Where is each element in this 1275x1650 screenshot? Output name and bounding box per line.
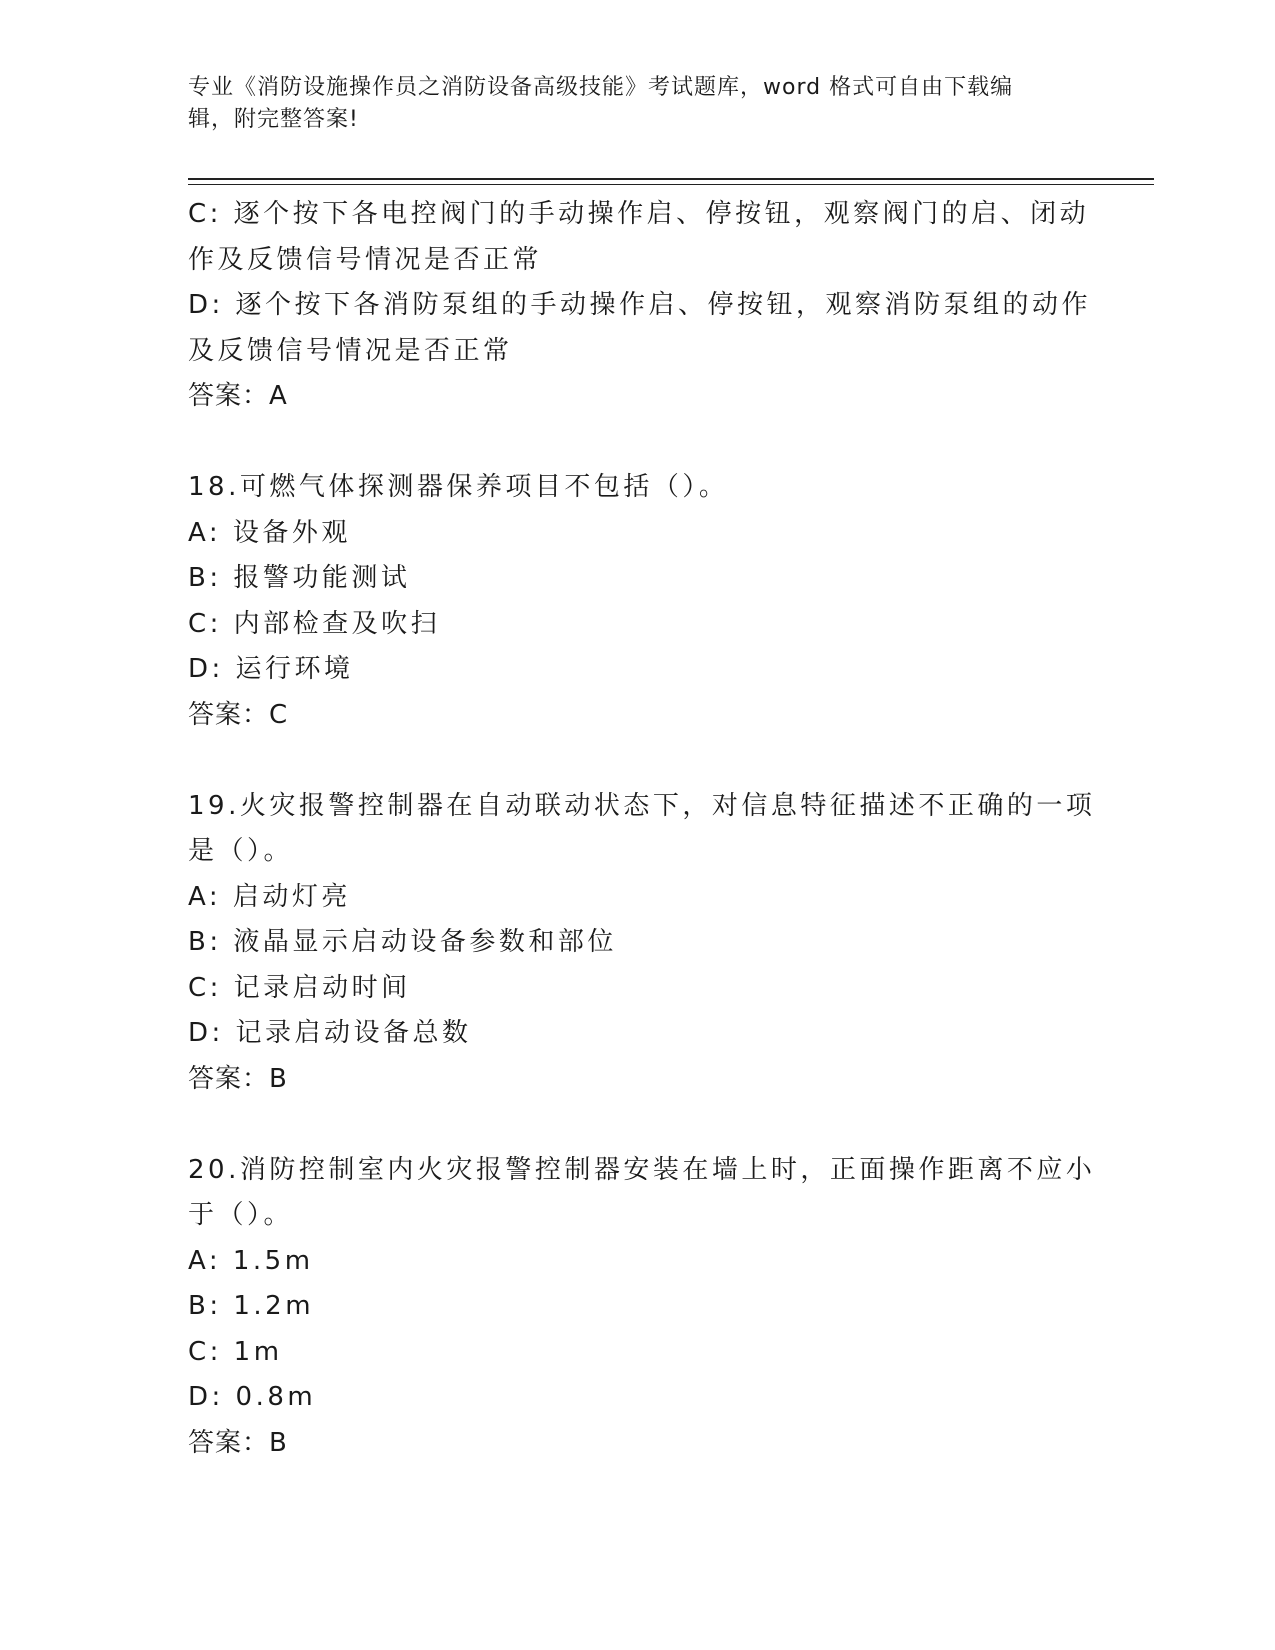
question-content (188, 192, 1096, 1466)
answer-18: 答案：C (188, 699, 289, 730)
option-d-line-1: D: 逐个按下各消防泵组的手动操作启、停按钮，观察消防泵组的动作 (188, 290, 1092, 320)
document-header (188, 72, 1068, 136)
question-17-continuation (188, 192, 1092, 420)
question-18 (188, 465, 1068, 738)
spacer (188, 420, 1068, 466)
header-line-1: 专业《消防设施操作员之消防设备高级技能》考试题库，word 格式可自由下载编 (188, 75, 1014, 100)
answer-19: 答案：B (188, 1063, 288, 1094)
option-a: A: 启动灯亮 (188, 881, 351, 912)
option-d: D: 运行环境 (188, 654, 354, 684)
question-stem-line-2: 是（）。 (188, 836, 294, 866)
option-c: C: 记录启动时间 (188, 972, 411, 1003)
question-20 (188, 1148, 1096, 1467)
option-a: A: 1.5m (188, 1245, 314, 1276)
option-d: D: 0.8m (188, 1382, 317, 1412)
option-c-line-1: C: 逐个按下各电控阀门的手动操作启、停按钮，观察阀门的启、闭动 (188, 199, 1090, 229)
option-d: D: 记录启动设备总数 (188, 1018, 472, 1048)
spacer (188, 738, 1068, 784)
spacer (188, 1102, 1068, 1148)
answer-20: 答案：B (188, 1427, 288, 1458)
option-b: B: 报警功能测试 (188, 563, 411, 593)
question-stem-line-1: 19.火灾报警控制器在自动联动状态下，对信息特征描述不正确的一项 (188, 790, 1096, 821)
option-b: B: 1.2m (188, 1291, 315, 1321)
answer-17: 答案：A (188, 381, 288, 411)
question-19 (188, 784, 1096, 1103)
option-b: B: 液晶显示启动设备参数和部位 (188, 927, 617, 957)
question-stem-line-2: 于（）。 (188, 1200, 294, 1230)
option-c: C: 内部检查及吹扫 (188, 608, 441, 639)
header-divider-thick (188, 178, 1154, 180)
option-a: A: 设备外观 (188, 517, 351, 548)
option-c-line-2: 作及反馈信号情况是否正常 (188, 244, 543, 275)
question-stem-line-1: 20.消防控制室内火灾报警控制器安装在墙上时，正面操作距离不应小 (188, 1154, 1096, 1185)
option-d-line-2: 及反馈信号情况是否正常 (188, 335, 513, 366)
header-line-2: 辑，附完整答案! (188, 107, 359, 132)
option-c: C: 1m (188, 1336, 283, 1367)
question-stem: 18.可燃气体探测器保养项目不包括（）。 (188, 472, 729, 502)
header-divider-thin (188, 184, 1154, 185)
